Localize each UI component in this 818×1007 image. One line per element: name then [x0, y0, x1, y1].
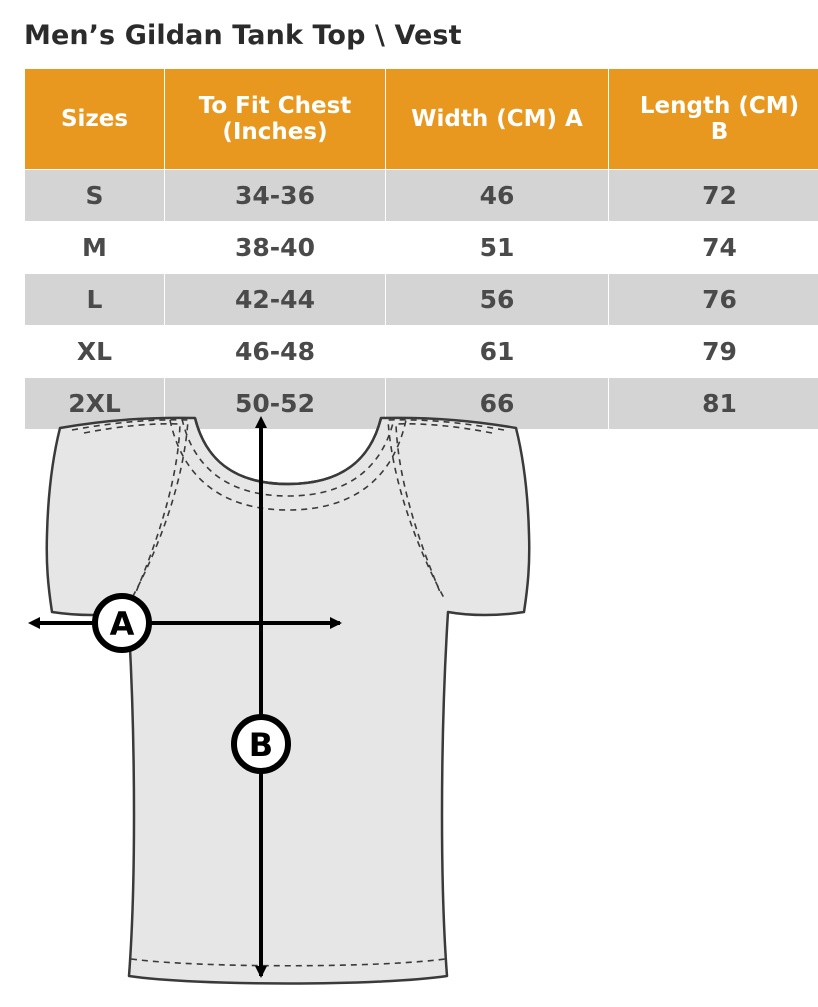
table-header-row — [25, 69, 818, 170]
cell-size: XL — [25, 326, 165, 378]
cell-chest: 38-40 — [165, 222, 386, 274]
column-header-chest — [165, 69, 386, 170]
cell-width: 61 — [386, 326, 609, 378]
marker-b — [234, 717, 288, 771]
cell-chest: 42-44 — [165, 274, 386, 326]
cell-chest: 46-48 — [165, 326, 386, 378]
size-chart-table — [24, 68, 818, 430]
page-title: Men’s Gildan Tank Top \ Vest — [24, 20, 462, 51]
cell-width: 66 — [386, 378, 609, 430]
cell-width: 56 — [386, 274, 609, 326]
marker-a — [95, 596, 149, 650]
column-header-sizes-label: Sizes — [60, 105, 129, 132]
table-row — [25, 326, 818, 378]
cell-width: 51 — [386, 222, 609, 274]
garment-diagram — [0, 416, 818, 1007]
cell-length: 81 — [609, 378, 818, 430]
column-header-width-label: Width (CM) A — [411, 105, 583, 132]
cell-length: 79 — [609, 326, 818, 378]
cell-length: 76 — [609, 274, 818, 326]
table-row — [25, 170, 818, 222]
cell-size: S — [25, 170, 165, 222]
cell-size: M — [25, 222, 165, 274]
column-header-sizes — [25, 69, 165, 170]
cell-size: L — [25, 274, 165, 326]
table-row — [25, 222, 818, 274]
cell-chest: 34-36 — [165, 170, 386, 222]
column-header-width — [386, 69, 609, 170]
cell-width: 46 — [386, 170, 609, 222]
cell-chest: 50-52 — [165, 378, 386, 430]
cell-length: 74 — [609, 222, 818, 274]
table-row — [25, 274, 818, 326]
column-header-length — [609, 69, 818, 170]
cell-size: 2XL — [25, 378, 165, 430]
column-header-length-line1: Length (CM) — [639, 92, 800, 119]
marker-b-label: B — [248, 726, 274, 764]
column-header-length-line2: B — [710, 119, 729, 145]
column-header-chest-line2: (Inches) — [222, 119, 328, 145]
marker-a-label: A — [109, 605, 135, 643]
column-header-chest-line1: To Fit Chest — [198, 92, 352, 119]
tank-top-shape — [47, 418, 530, 984]
cell-length: 72 — [609, 170, 818, 222]
